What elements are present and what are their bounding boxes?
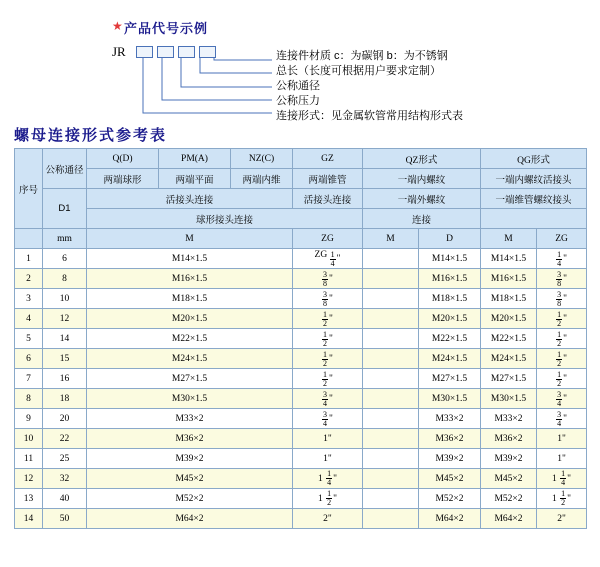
cell-qz-d: M45×2: [419, 469, 481, 489]
header-unit-mm: mm: [43, 229, 87, 249]
cell-qz-d: M18×1.5: [419, 289, 481, 309]
cell-index: 5: [15, 329, 43, 349]
cell-qd: M36×2: [87, 429, 293, 449]
cell-qz-d: M27×1.5: [419, 369, 481, 389]
cell-qz-d: M64×2: [419, 509, 481, 529]
cell-qz-m: [363, 249, 419, 269]
cell-qz-d: M24×1.5: [419, 349, 481, 369]
table-row: [15, 309, 587, 329]
header-group-qz: QZ形式: [363, 149, 481, 169]
cell-qz-d: M33×2: [419, 409, 481, 429]
cell-gz: 1 $\frac{1}{4}$ ": [293, 469, 363, 489]
header-qg-desc: 一端内螺纹活接头: [481, 169, 587, 189]
cell-qz-m: [363, 489, 419, 509]
cell-index: 2: [15, 269, 43, 289]
cell-qg-m: M64×2: [481, 509, 537, 529]
table-row: [15, 249, 587, 269]
table-header-row-groups: [15, 149, 587, 169]
product-code-prefix: JR: [112, 44, 126, 59]
cell-qd: M20×1.5: [87, 309, 293, 329]
cell-qz-m: [363, 309, 419, 329]
cell-qd: M33×2: [87, 409, 293, 429]
product-code-diagram: [0, 0, 600, 120]
cell-index: 1: [15, 249, 43, 269]
cell-qg-m: M45×2: [481, 469, 537, 489]
header-group-nzc: NZ(C): [231, 149, 293, 169]
table-header-row2: [15, 169, 587, 189]
header-unit-blank: [15, 229, 43, 249]
header-qg-connection: [481, 209, 587, 229]
cell-qg-m: M18×1.5: [481, 289, 537, 309]
header-qz-connection: 连接: [363, 209, 481, 229]
cell-qg-m: M27×1.5: [481, 369, 537, 389]
cell-gz: $\frac{1}{2}$ ": [293, 309, 363, 329]
header-unit-qg-zg: ZG: [537, 229, 587, 249]
cell-qg-m: M22×1.5: [481, 329, 537, 349]
diagram-title: 产品代号示例: [124, 21, 209, 36]
table-header-row5: [15, 229, 587, 249]
table-row: [15, 429, 587, 449]
table-header-row3: [15, 189, 587, 209]
cell-index: 12: [15, 469, 43, 489]
cell-qz-m: [363, 349, 419, 369]
cell-qg-m: M16×1.5: [481, 269, 537, 289]
cell-nominal-diameter: 6: [43, 249, 87, 269]
table-row: [15, 469, 587, 489]
section-title: 螺母连接形式参考表: [14, 127, 168, 144]
cell-index: 11: [15, 449, 43, 469]
cell-qd: M14×1.5: [87, 249, 293, 269]
cell-qd: M39×2: [87, 449, 293, 469]
cell-qz-m: [363, 509, 419, 529]
cell-nominal-diameter: 14: [43, 329, 87, 349]
cell-index: 13: [15, 489, 43, 509]
cell-qg-zg: 1 $\frac{1}{4}$ ": [537, 469, 587, 489]
cell-gz: $\frac{1}{2}$ ": [293, 369, 363, 389]
cell-qz-m: [363, 409, 419, 429]
cell-qg-zg: $\frac{3}{8}$ ": [537, 289, 587, 309]
cell-index: 14: [15, 509, 43, 529]
cell-nominal-diameter: 8: [43, 269, 87, 289]
cell-gz: $\frac{3}{4}$ ": [293, 409, 363, 429]
cell-qd: M52×2: [87, 489, 293, 509]
cell-index: 9: [15, 409, 43, 429]
table-row: [15, 389, 587, 409]
cell-nominal-diameter: 50: [43, 509, 87, 529]
cell-nominal-diameter: 18: [43, 389, 87, 409]
cell-qz-d: M16×1.5: [419, 269, 481, 289]
cell-index: 7: [15, 369, 43, 389]
cell-nominal-diameter: 20: [43, 409, 87, 429]
table-row: [15, 289, 587, 309]
cell-qg-m: M36×2: [481, 429, 537, 449]
label-nominal-diameter: 公称通径: [276, 80, 320, 92]
cell-nominal-diameter: 22: [43, 429, 87, 449]
header-qz-thread: 一端外螺纹: [363, 189, 481, 209]
cell-qz-d: M52×2: [419, 489, 481, 509]
cell-qd: M16×1.5: [87, 269, 293, 289]
cell-index: 4: [15, 309, 43, 329]
cell-gz: $\frac{1}{2}$ ": [293, 349, 363, 369]
cell-qg-zg: $\frac{1}{4}$ ": [537, 249, 587, 269]
cell-gz: $\frac{3}{8}$ ": [293, 269, 363, 289]
cell-qd: M24×1.5: [87, 349, 293, 369]
nut-connection-table: [14, 148, 587, 529]
cell-nominal-diameter: 15: [43, 349, 87, 369]
cell-qz-d: M39×2: [419, 449, 481, 469]
cell-qg-m: M30×1.5: [481, 389, 537, 409]
cell-qg-zg: $\frac{1}{2}$ ": [537, 369, 587, 389]
cell-qz-m: [363, 329, 419, 349]
star-icon: ★: [112, 19, 123, 33]
label-nominal-pressure: 公称压力: [276, 95, 320, 107]
cell-qd: M64×2: [87, 509, 293, 529]
cell-qz-m: [363, 429, 419, 449]
cell-index: 8: [15, 389, 43, 409]
header-nominal-diameter: 公称通径: [43, 149, 87, 189]
cell-qz-m: [363, 289, 419, 309]
header-unit-qg-m: M: [481, 229, 537, 249]
header-qz-desc: 一端内螺纹: [363, 169, 481, 189]
cell-qd: M30×1.5: [87, 389, 293, 409]
cell-gz: 1": [293, 429, 363, 449]
header-pma-desc: 两端平面: [159, 169, 231, 189]
table-row: [15, 509, 587, 529]
cell-qz-m: [363, 469, 419, 489]
cell-index: 3: [15, 289, 43, 309]
cell-qg-m: M20×1.5: [481, 309, 537, 329]
table-header-row4: [15, 209, 587, 229]
header-group-gz: GZ: [293, 149, 363, 169]
cell-qg-m: M33×2: [481, 409, 537, 429]
cell-qg-m: M39×2: [481, 449, 537, 469]
cell-gz: ZG $\frac{1}{4}$ ": [293, 249, 363, 269]
diagram-labels: [276, 50, 463, 125]
cell-qg-zg: $\frac{1}{2}$ ": [537, 329, 587, 349]
header-unit-qz-d: D: [419, 229, 481, 249]
cell-qz-d: M30×1.5: [419, 389, 481, 409]
table-row: [15, 349, 587, 369]
cell-qg-zg: 2": [537, 509, 587, 529]
header-nzc-desc: 两端内维: [231, 169, 293, 189]
cell-index: 10: [15, 429, 43, 449]
cell-qz-m: [363, 389, 419, 409]
cell-gz: $\frac{3}{8}$ ": [293, 289, 363, 309]
label-length: 总长（长度可根据用户要求定制）: [276, 65, 441, 77]
cell-qg-zg: 1": [537, 429, 587, 449]
cell-nominal-diameter: 16: [43, 369, 87, 389]
header-qd-desc: 两端球形: [87, 169, 159, 189]
cell-nominal-diameter: 12: [43, 309, 87, 329]
cell-nominal-diameter: 40: [43, 489, 87, 509]
label-material: 连接件材质 c：为碳钢 b：为不锈钢: [276, 50, 448, 62]
table-row: [15, 409, 587, 429]
header-group-qd: Q(D): [87, 149, 159, 169]
cell-qg-m: M24×1.5: [481, 349, 537, 369]
cell-nominal-diameter: 10: [43, 289, 87, 309]
cell-gz: $\frac{1}{2}$ ": [293, 329, 363, 349]
cell-qz-d: M36×2: [419, 429, 481, 449]
header-unit-qz-m: M: [363, 229, 419, 249]
cell-gz: $\frac{3}{4}$ ": [293, 389, 363, 409]
cell-qz-d: M14×1.5: [419, 249, 481, 269]
cell-nominal-diameter: 25: [43, 449, 87, 469]
label-connection-type: 连接形式：见金属软管常用结构形式表: [276, 110, 463, 122]
cell-gz: 2": [293, 509, 363, 529]
table-row: [15, 489, 587, 509]
cell-qg-m: M14×1.5: [481, 249, 537, 269]
cell-qg-zg: $\frac{1}{2}$ ": [537, 349, 587, 369]
table-row: [15, 369, 587, 389]
header-index: 序号: [15, 149, 43, 229]
cell-gz: 1 $\frac{1}{2}$ ": [293, 489, 363, 509]
table-row: [15, 449, 587, 469]
cell-qg-zg: $\frac{3}{4}$ ": [537, 389, 587, 409]
table-row: [15, 329, 587, 349]
header-unit-zg: ZG: [293, 229, 363, 249]
cell-qz-m: [363, 269, 419, 289]
cell-qd: M27×1.5: [87, 369, 293, 389]
cell-qg-zg: $\frac{3}{8}$ ": [537, 269, 587, 289]
header-d1: D1: [43, 189, 87, 229]
cell-qz-m: [363, 449, 419, 469]
cell-nominal-diameter: 32: [43, 469, 87, 489]
cell-index: 6: [15, 349, 43, 369]
header-group-pma: PM(A): [159, 149, 231, 169]
header-ball-connection: 球形接头连接: [87, 209, 363, 229]
header-unit-m: M: [87, 229, 293, 249]
cell-qg-zg: $\frac{1}{2}$ ": [537, 309, 587, 329]
cell-qz-m: [363, 369, 419, 389]
cell-qg-m: M52×2: [481, 489, 537, 509]
header-union-connection: 活接头连接: [87, 189, 293, 209]
cell-qg-zg: 1 $\frac{1}{2}$ ": [537, 489, 587, 509]
header-qg-thread: 一端维管螺纹接头: [481, 189, 587, 209]
header-gz-union: 活接头连接: [293, 189, 363, 209]
header-gz-desc: 两端锥管: [293, 169, 363, 189]
cell-qd: M22×1.5: [87, 329, 293, 349]
table-row: [15, 269, 587, 289]
cell-qg-zg: $\frac{3}{4}$ ": [537, 409, 587, 429]
header-group-qg: QG形式: [481, 149, 587, 169]
cell-qz-d: M20×1.5: [419, 309, 481, 329]
cell-qd: M18×1.5: [87, 289, 293, 309]
cell-qz-d: M22×1.5: [419, 329, 481, 349]
cell-qd: M45×2: [87, 469, 293, 489]
cell-gz: 1": [293, 449, 363, 469]
cell-qg-zg: 1": [537, 449, 587, 469]
table-body: [15, 249, 587, 529]
